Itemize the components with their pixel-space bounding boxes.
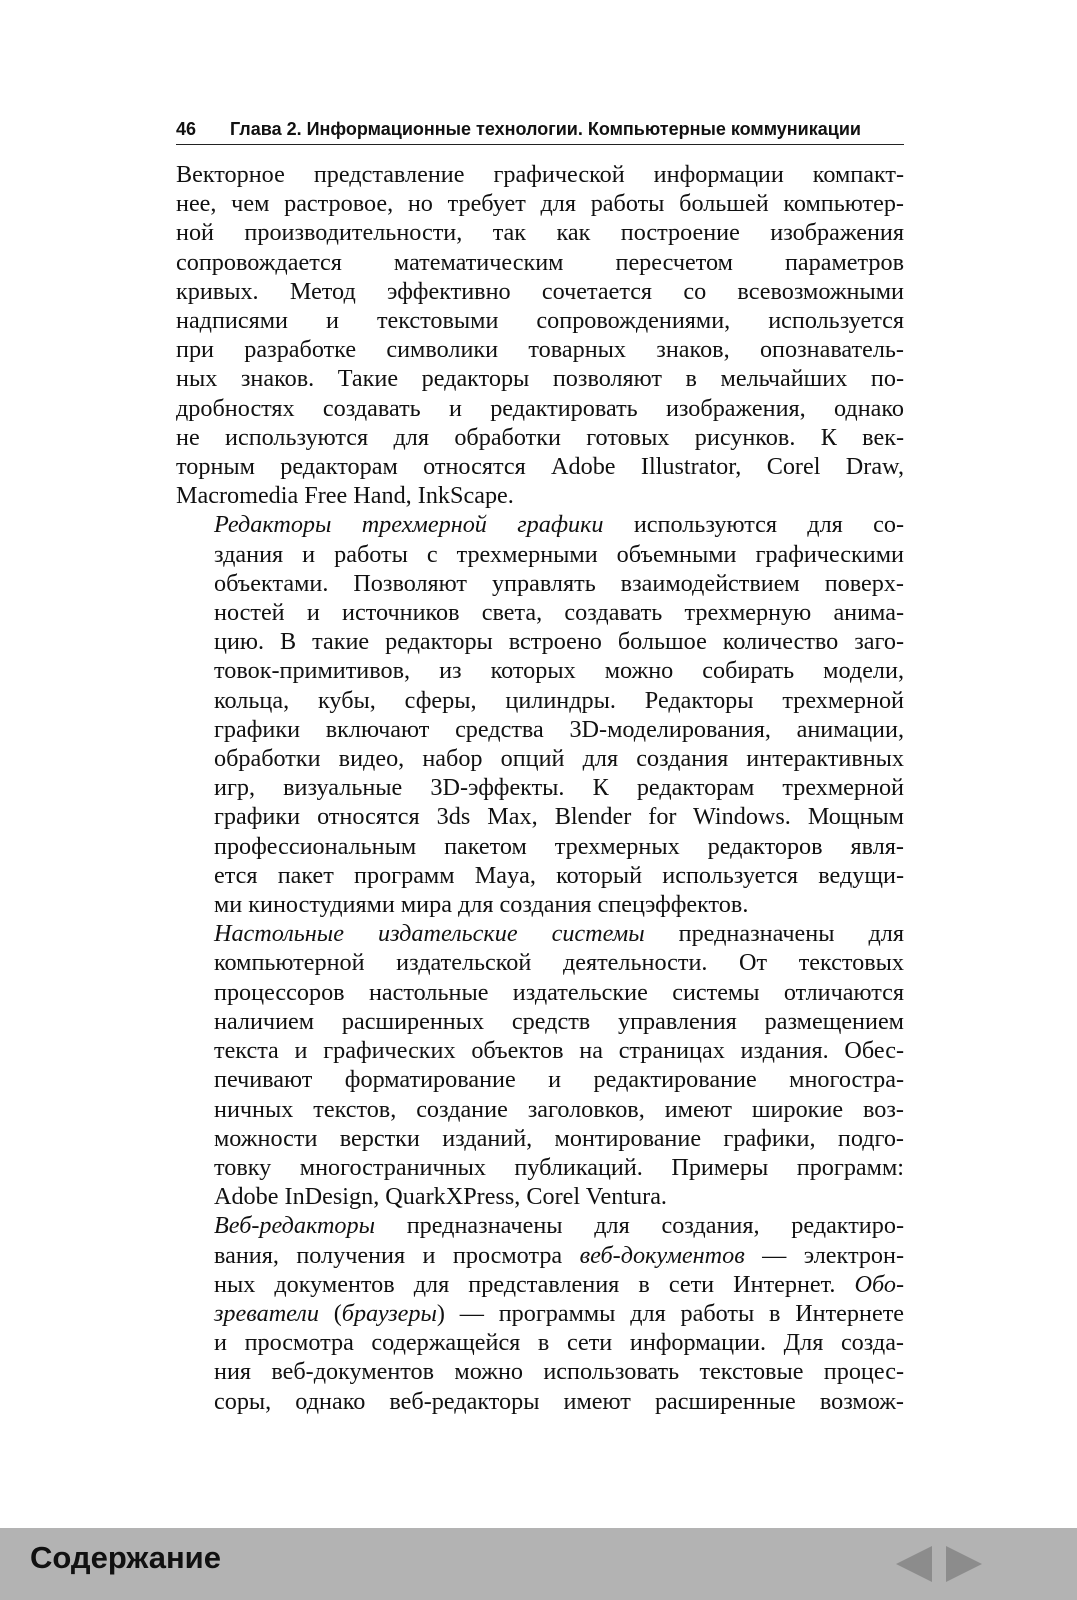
text-run: цию. В такие редакторы встроено большое количество заго- [214,628,904,656]
text-line [176,277,904,306]
text-run: кривых. Метод эффективно сочетается со всевозможными [176,277,904,305]
text-run: ных документов для представления в сети Интернет. [214,1270,855,1298]
text-run: ностей и источников света, создавать трехмерную анима- [214,599,904,627]
text-line [176,335,904,364]
text-line [176,744,904,773]
text-line [176,189,904,218]
text-line [176,978,904,1007]
body-text [176,160,904,1416]
text-line [176,452,904,481]
text-line [176,1182,904,1211]
text-run: — электрон- [744,1241,904,1269]
text-run: здания и работы с трехмерными объемными графическими [214,540,904,568]
text-run: предназначены для создания, редактиро- [375,1212,904,1240]
paragraph [176,919,904,1211]
running-title: Глава 2. Информационные технологии. Компьютерные коммуникации [230,119,861,139]
page-header [176,114,904,145]
text-run: Macromedia Free Hand, InkScape. [176,482,514,510]
paragraph [176,1211,904,1415]
text-run: товок-примитивов, из которых можно собирать модели, [214,657,904,685]
text-line [176,1211,904,1240]
text-run: надписями и текстовыми сопровождениями, используется [176,307,904,335]
text-run: соры, однако веб-редакторы имеют расширенные возмож- [214,1387,904,1415]
text-run: не используются для обработки готовых рисунков. К век- [176,423,904,451]
next-page-icon[interactable] [946,1546,982,1582]
text-line [176,364,904,393]
text-line [176,306,904,335]
text-run: наличием расширенных средств управления размещением [214,1007,904,1035]
text-run: ) — программы для работы в Интернете [436,1299,905,1327]
text-run: графики относятся 3ds Max, Blender for Windows. Мощным [214,803,904,831]
italic-term: Обо- [854,1270,904,1298]
text-line [176,510,904,539]
text-line [176,1007,904,1036]
text-run: профессиональным пакетом трехмерных редакторов явля- [214,832,904,860]
text-line [176,861,904,890]
text-line [176,1387,904,1416]
text-line [176,715,904,744]
text-run: компьютерной издательской деятельности. От текстовых [214,949,904,977]
text-line [176,1065,904,1094]
text-line [176,423,904,452]
italic-term: зреватели [214,1299,319,1327]
text-line [176,686,904,715]
paragraph [176,160,904,510]
italic-term: браузеры [341,1299,437,1327]
text-run: нее, чем растровое, но требует для работы большей компьютер- [176,190,904,218]
text-line [176,160,904,189]
text-run: ной производительности, так как построение изображения [176,219,904,247]
text-line [176,1270,904,1299]
text-run: дробностях создавать и редактировать изображения, однако [176,394,904,422]
text-line [176,540,904,569]
text-line [176,773,904,802]
page-number: 46 [176,119,197,139]
text-line [176,802,904,831]
text-run: сопровождается математическим пересчетом параметров [176,248,904,276]
text-line [176,1357,904,1386]
italic-term: Настольные издательские системы [214,920,645,948]
text-line [176,1241,904,1270]
italic-term: Редакторы трехмерной графики [214,511,604,539]
text-line [176,919,904,948]
italic-term: Веб-редакторы [214,1212,375,1240]
text-run: ных знаков. Такие редакторы позволяют в мельчайших по- [176,365,904,393]
text-run: объектами. Позволяют управлять взаимодействием поверх- [214,569,904,597]
text-line [176,1124,904,1153]
text-run: Векторное представление графической информации компакт- [176,161,904,188]
text-run: игр, визуальные 3D-эффекты. К редакторам трехмерной [214,774,904,802]
text-run: Adobe InDesign, QuarkXPress, Corel Ventura. [214,1183,667,1211]
text-line [176,1153,904,1182]
text-run: ничных текстов, создание заголовков, имеют широкие воз- [214,1095,904,1123]
text-line [176,1328,904,1357]
text-line [176,248,904,277]
text-run: и просмотра содержащейся в сети информации. Для созда- [214,1329,904,1357]
text-run: товку многостраничных публикаций. Примеры программ: [214,1153,904,1181]
prev-page-icon[interactable] [896,1546,932,1582]
text-line [176,656,904,685]
paragraph [176,510,904,919]
text-line [176,1036,904,1065]
text-run: ( [318,1299,342,1327]
text-run: печивают форматирование и редактирование многостра- [214,1066,904,1094]
text-line [176,627,904,656]
text-run: можности верстки изданий, монтирование графики, подго- [214,1124,904,1152]
text-run: используются для со- [603,511,904,539]
text-line [176,218,904,247]
text-line [176,569,904,598]
text-line [176,948,904,977]
text-line [176,481,904,510]
text-run: обработки видео, набор опций для создания интерактивных [214,745,904,773]
footer-nav-bar [0,1528,1077,1600]
text-run: вания, получения и просмотра [214,1241,580,1269]
text-run: предназначены для [644,920,904,948]
italic-term: веб-документов [579,1241,745,1269]
contents-link[interactable]: Содержание [30,1540,221,1575]
text-run: кольца, кубы, сферы, цилиндры. Редакторы трехмерной [214,686,904,714]
text-run: ется пакет программ Maya, который используется ведущи- [214,861,904,889]
text-run: при разработке символики товарных знаков, опознаватель- [176,336,904,364]
text-run: процессоров настольные издательские системы отличаются [214,978,904,1006]
text-run: графики включают средства 3D-моделирования, анимации, [214,715,904,743]
text-line [176,832,904,861]
text-line [176,890,904,919]
text-run: ния веб-документов можно использовать текстовые процес- [214,1358,904,1386]
text-run: текста и графических объектов на страницах издания. Обес- [214,1037,904,1065]
text-run: торным редакторам относятся Adobe Illustrator, Corel Draw, [176,453,904,481]
text-run: ми киностудиями мира для создания спецэффектов. [214,891,749,919]
text-line [176,598,904,627]
text-line [176,1299,904,1328]
text-line [176,1095,904,1124]
text-line [176,394,904,423]
